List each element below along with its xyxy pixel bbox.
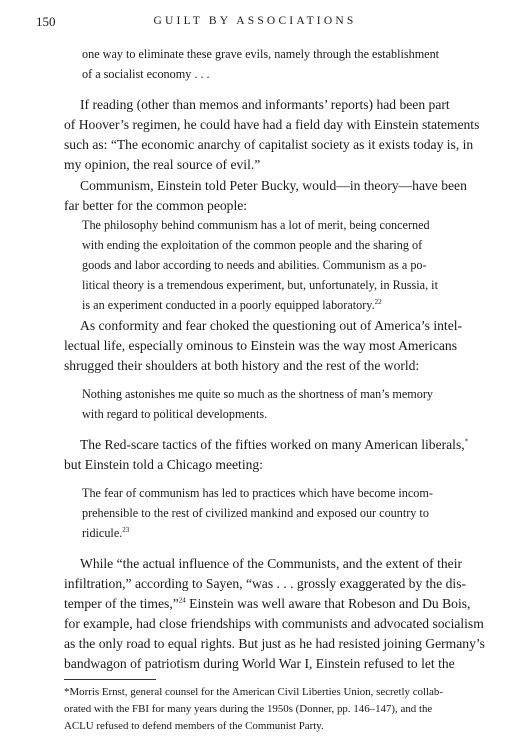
text-line: my opinion, the real source of evil.”	[64, 157, 261, 172]
line-text: temper of the times,”	[64, 596, 179, 611]
quote-line: Nothing astonishes me quite so much as the shortness of man’s memory	[82, 387, 434, 401]
text-line: As conformity and fear choked the questioning out of America’s intel-	[80, 318, 463, 333]
line-text: Einstein was well aware that Robeson and Du Bois,	[185, 596, 471, 611]
quote-text: is an experiment conducted in a poorly equipped laboratory.	[82, 298, 375, 312]
text-line: shrugged their shoulders at both history and the rest of the world:	[64, 358, 420, 373]
text-line: While “the actual influence of the Communists, and the extent of their	[80, 556, 463, 571]
footnote-line: ACLU refused to defend members of the Communist Party.	[64, 720, 324, 732]
quote-line	[82, 526, 129, 541]
quote-text: ridicule.	[82, 526, 123, 540]
text-line: for example, had close friendships with communists and advocated socialism	[64, 616, 484, 631]
quote-line	[82, 298, 382, 313]
quote-line: one way to eliminate these grave evils, namely through the establishment	[82, 47, 440, 61]
text-line: far better for the common people:	[64, 198, 248, 213]
quote-line: of a socialist economy . . .	[82, 67, 210, 81]
text-line	[80, 437, 468, 453]
quote-line: litical theory is a tremendous experiment, but, unfortunately, in Russia, it	[82, 278, 438, 292]
endnote-marker: 22	[374, 297, 382, 306]
text-line: bandwagon of patriotism during World War I, Einstein refused to let the	[64, 656, 455, 671]
text-line: such as: “The economic anarchy of capitalist society as it exists today is, in	[64, 137, 474, 152]
text-line: lectual life, especially ominous to Einstein was the way most Americans	[64, 338, 457, 353]
running-head	[0, 14, 510, 34]
text-line: If reading (other than memos and informants’ reports) had been part	[80, 97, 450, 112]
footnote-line: orated with the FBI for many years during the 1950s (Donner, pp. 146–147), and the	[64, 703, 433, 715]
running-title: GUILT BY ASSOCIATIONS	[153, 15, 357, 27]
line-text: The Red-scare tactics of the fifties worked on many American liberals,	[80, 437, 465, 452]
quote-line: goods and labor according to needs and abilities. Communism as a po-	[82, 258, 427, 272]
footnote-marker: *	[464, 437, 469, 446]
quote-line: with regard to political developments.	[82, 407, 268, 421]
endnote-marker: 24	[178, 596, 186, 605]
endnote-marker: 23	[122, 525, 130, 534]
footnote-rule	[64, 679, 156, 680]
quote-line: The fear of communism has led to practices which have become incom-	[82, 486, 433, 500]
text-line	[64, 596, 470, 612]
quote-line: The philosophy behind communism has a lot of merit, being concerned	[82, 218, 430, 232]
text-line: Communism, Einstein told Peter Bucky, would—in theory—have been	[80, 178, 467, 193]
page-number: 150	[36, 14, 56, 29]
text-line: of Hoover’s regimen, he could have had a field day with Einstein statements	[64, 117, 480, 132]
quote-line: prehensible to the rest of civilized mankind and exposed our country to	[82, 506, 429, 520]
text-line: but Einstein told a Chicago meeting:	[64, 457, 263, 472]
text-line: infiltration,” according to Sayen, “was . . . grossly exaggerated by the dis-	[64, 576, 467, 591]
quote-line: with ending the exploitation of the common people and the sharing of	[82, 238, 423, 252]
text-line: as the only road to equal rights. But just as he had resisted joining Germany’s	[64, 636, 485, 651]
footnote-line: *Morris Ernst, general counsel for the American Civil Liberties Union, secretly collab-	[64, 686, 443, 698]
